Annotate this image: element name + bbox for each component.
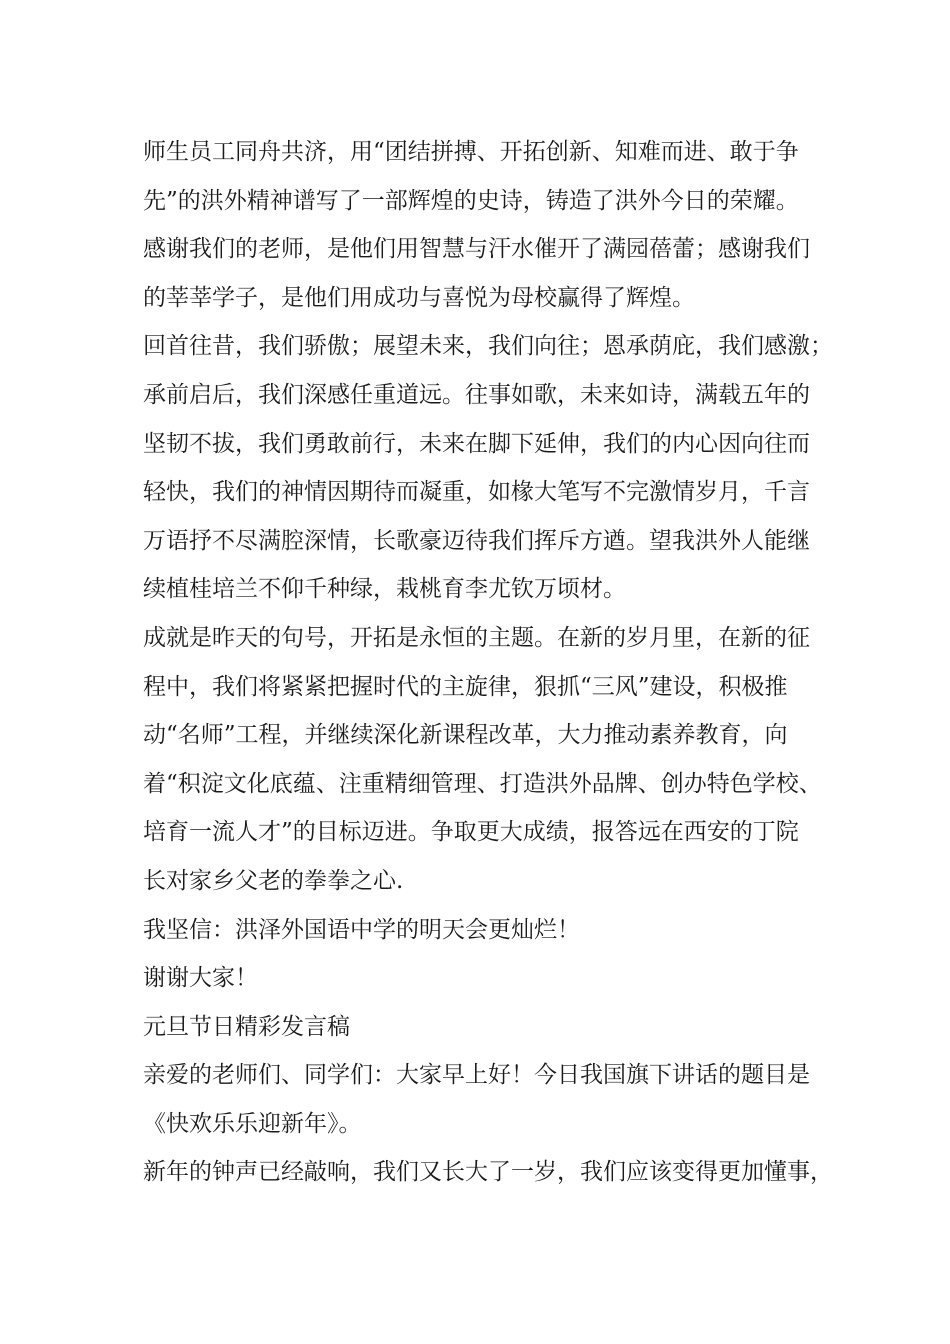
text-line: 续植桂培兰不仰千种绿，栽桃育李尤钦万顷材。 xyxy=(143,576,626,603)
text-line: 师生员工同舟共济，用“团结拼搏、开拓创新、知难而进、敢于争 xyxy=(143,139,799,165)
text-line: 的莘莘学子，是他们用成功与喜悦为母校赢得了辉煌。 xyxy=(143,284,695,311)
text-line: 成就是昨天的句号，开拓是永恒的主题。在新的岁月里，在新的征 xyxy=(143,624,810,651)
text-line: 培育一流人才”的目标迈进。争取更大成绩，报答远在西安的丁院 xyxy=(143,819,799,846)
text-line: 动“名师”工程，并继续深化新课程改革，大力推动素养教育，向 xyxy=(143,722,788,749)
text-line: 我坚信：洪泽外国语中学的明天会更灿烂！ xyxy=(143,916,580,943)
text-line: 回首往昔，我们骄傲；展望未来，我们向往；恩承荫庇，我们感激； xyxy=(143,333,833,360)
text-line: 先”的洪外精神谱写了一部辉煌的史诗，铸造了洪外今日的荣耀。 xyxy=(143,187,799,214)
text-line: 感谢我们的老师，是他们用智慧与汗水催开了满园蓓蕾；感谢我们 xyxy=(143,236,810,263)
text-line: 着“积淀文化底蕴、注重精细管理、打造洪外品牌、创办特色学校、 xyxy=(143,770,822,797)
text-line: 坚韧不拔，我们勇敢前行，未来在脚下延伸，我们的内心因向往而 xyxy=(143,430,810,457)
text-line: 万语抒不尽满腔深情，长歌豪迈待我们挥斥方遒。望我洪外人能继 xyxy=(143,527,810,554)
text-line: 轻快，我们的神情因期待而凝重，如椽大笔写不完激情岁月，千言 xyxy=(143,479,810,506)
document-body xyxy=(143,128,833,1197)
text-line: 谢谢大家！ xyxy=(143,965,258,992)
text-line: 《快欢乐乐迎新年》。 xyxy=(143,1110,362,1137)
text-line: 程中，我们将紧紧把握时代的主旋律，狠抓“三风”建设，积极推 xyxy=(143,673,788,700)
section-heading: 元旦节日精彩发言稿 xyxy=(143,1013,350,1040)
text-line: 新年的钟声已经敲响，我们又长大了一岁，我们应该变得更加懂事， xyxy=(143,1159,833,1186)
text-line: 长对家乡父老的拳拳之心. xyxy=(143,867,404,894)
text-line: 亲爱的老师们、同学们：大家早上好！今日我国旗下讲话的题目是 xyxy=(143,1062,810,1089)
text-line: 承前启后，我们深感任重道远。往事如歌，未来如诗，满载五年的 xyxy=(143,381,810,408)
